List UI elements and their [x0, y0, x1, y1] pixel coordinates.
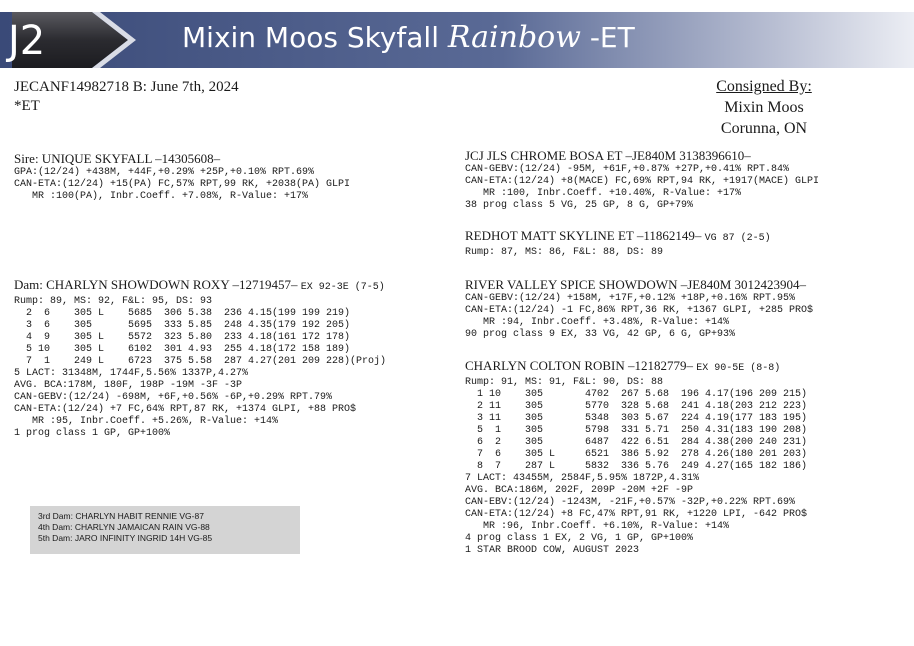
dam-lactation-row: 2 6 305 L 5685 306 5.38 236 4.15(199 199 219) — [14, 308, 351, 319]
dam-dam-block — [465, 358, 807, 557]
dam-sire-block — [465, 277, 813, 341]
sire-dam-classification: VG 87 (2-5) — [704, 233, 771, 244]
dam-sire-line: CAN-ETA:(12/24) -1 FC,86% RPT,36 RK, +1367 GLPI, +285 PRO$ — [465, 305, 814, 316]
sire-sire-line: CAN-ETA:(12/24) +8(MACE) FC,69% RPT,94 RK, +1917(MACE) GLPI — [465, 176, 820, 187]
dam-dam-line: Rump: 91, MS: 91, F&L: 90, DS: 88 — [465, 377, 664, 388]
dam-line: 1 prog class 1 GP, GP+100% — [14, 428, 171, 439]
title-script: Rainbow — [447, 20, 581, 55]
consigned-by-label: Consigned By: — [716, 78, 812, 95]
sire-dam-block — [465, 228, 771, 259]
dam-line: Rump: 89, MS: 92, F&L: 95, DS: 93 — [14, 296, 213, 307]
dam-dam-lactation-row: 2 11 305 5770 328 5.68 241 4.18(203 212 223) — [465, 401, 808, 412]
dam-dam-classification: EX 90-5E (8-8) — [696, 363, 781, 374]
fifth-dam: 5th Dam: JARO INFINITY INGRID 14H VG-85 — [38, 533, 213, 543]
dam-lactation-row: 3 6 305 5695 333 5.85 248 4.35(179 192 205) — [14, 320, 351, 331]
dam-lactation-row: 5 10 305 L 6102 301 4.93 255 4.18(172 158 189) — [14, 344, 351, 355]
dam-classification: EX 92-3E (7-5) — [300, 282, 385, 293]
sire-dam-name: REDHOT MATT SKYLINE ET –11862149– — [465, 228, 702, 243]
sire-sire-block — [465, 148, 819, 212]
dam-dam-line: AVG. BCA:186M, 202F, 209P -20M +2F -9P — [465, 485, 694, 496]
dam-dam-lactation-row: 1 10 305 4702 267 5.68 196 4.17(196 209 215) — [465, 389, 808, 400]
fourth-dam: 4th Dam: CHARLYN JAMAICAN RAIN VG-88 — [38, 522, 210, 532]
dam-dam-line: CAN-EBV:(12/24) -1243M, -21F,+0.57% -32P,+0.22% RPT.69% — [465, 497, 796, 508]
dam-dam-line: CAN-ETA:(12/24) +8 FC,47% RPT,91 RK, +1220 LPI, -642 PRO$ — [465, 509, 808, 520]
dam-dam-lactation-row: 6 2 305 6487 422 6.51 284 4.38(200 240 231) — [465, 437, 808, 448]
animal-tag: *ET — [14, 98, 40, 114]
animal-id-block — [14, 78, 239, 116]
dam-sire-line: CAN-GEBV:(12/24) +158M, +17F,+0.12% +18P,+0.16% RPT.95% — [465, 293, 796, 304]
consignor-location: Corunna, ON — [720, 120, 808, 137]
animal-id-birth: JECANF14982718 B: June 7th, 2024 — [14, 79, 239, 95]
dam-dam-line: 7 LACT: 43455M, 2584F,5.95% 1872P,4.31% — [465, 473, 700, 484]
dam-sire-line: 90 prog class 9 EX, 33 VG, 42 GP, 6 G, GP+93% — [465, 329, 736, 340]
dam-dam-header — [465, 358, 807, 377]
dam-sire-header: RIVER VALLEY SPICE SHOWDOWN –JE840M 3012423904– — [465, 277, 807, 292]
dam-dam-line: MR :96, Inbr.Coeff. +6.10%, R-Value: +14% — [465, 521, 730, 532]
dam-lactation-row: 4 9 305 L 5572 323 5.80 233 4.18(161 172 178) — [14, 332, 351, 343]
dam-line: 5 LACT: 31348M, 1744F,5.56% 1337P,4.27% — [14, 368, 249, 379]
lot-number: J2 — [8, 18, 46, 64]
title-suffix: -ET — [580, 21, 635, 54]
sire-line: MR :100(PA), Inbr.Coeff. +7.08%, R-Value: +17% — [14, 191, 309, 202]
third-dam: 3rd Dam: CHARLYN HABIT RENNIE VG-87 — [38, 511, 204, 521]
sire-header: Sire: UNIQUE SKYFALL –14305608– — [14, 151, 221, 166]
dam-line: CAN-ETA:(12/24) +7 FC,64% RPT,87 RK, +1374 GLPI, +88 PRO$ — [14, 404, 357, 415]
dam-dam-line: 4 prog class 1 EX, 2 VG, 1 GP, GP+100% — [465, 533, 694, 544]
sire-dam-header — [465, 228, 771, 247]
dam-header — [14, 277, 386, 296]
sire-dam-line: Rump: 87, MS: 86, F&L: 88, DS: 89 — [465, 247, 664, 258]
sire-block — [14, 151, 350, 203]
dam-dam-line: 1 STAR BROOD COW, AUGUST 2023 — [465, 545, 640, 556]
dam-line: AVG. BCA:178M, 180F, 198P -19M -3F -3P — [14, 380, 243, 391]
sire-sire-line: 38 prog class 5 VG, 25 GP, 8 G, GP+79% — [465, 200, 694, 211]
title-main: Mixin Moos Skyfall — [182, 21, 448, 54]
dam-sire-line: MR :94, Inbr.Coeff. +3.48%, R-Value: +14% — [465, 317, 730, 328]
dam-dam-lactation-row: 7 6 305 L 6521 386 5.92 278 4.26(180 201 203) — [465, 449, 808, 460]
dam-dam-lactation-row: 3 11 305 5348 303 5.67 224 4.19(177 183 195) — [465, 413, 808, 424]
sire-line: CAN-ETA:(12/24) +15(PA) FC,57% RPT,99 RK, +2038(PA) GLPI — [14, 179, 351, 190]
sire-line: GPA:(12/24) +438M, +44F,+0.29% +25P,+0.10% RPT.69% — [14, 167, 315, 178]
dam-lactation-row: 7 1 249 L 6723 375 5.58 287 4.27(201 209 228)(Proj) — [14, 356, 387, 367]
sire-sire-line: CAN-GEBV:(12/24) -95M, +61F,+0.87% +27P,+0.41% RPT.84% — [465, 164, 790, 175]
sire-sire-header: JCJ JLS CHROME BOSA ET –JE840M 3138396610– — [465, 148, 751, 163]
consignor-name: Mixin Moos — [724, 99, 804, 116]
dam-name: Dam: CHARLYN SHOWDOWN ROXY –12719457– — [14, 277, 298, 292]
further-dams-box — [30, 506, 300, 554]
sire-sire-line: MR :100, Inbr.Coeff. +10.40%, R-Value: +17% — [465, 188, 742, 199]
dam-line: CAN-GEBV:(12/24) -698M, +6F,+0.56% -6P,+0.29% RPT.79% — [14, 392, 333, 403]
dam-dam-lactation-row: 8 7 287 L 5832 336 5.76 249 4.27(165 182 186) — [465, 461, 808, 472]
consignor-block — [694, 76, 834, 139]
dam-dam-lactation-row: 5 1 305 5798 331 5.71 250 4.31(183 190 208) — [465, 425, 808, 436]
dam-block — [14, 277, 386, 440]
dam-dam-name: CHARLYN COLTON ROBIN –12182779– — [465, 358, 694, 373]
dam-line: MR :95, Inbr.Coeff. +5.26%, R-Value: +14% — [14, 416, 279, 427]
animal-title — [182, 20, 635, 56]
